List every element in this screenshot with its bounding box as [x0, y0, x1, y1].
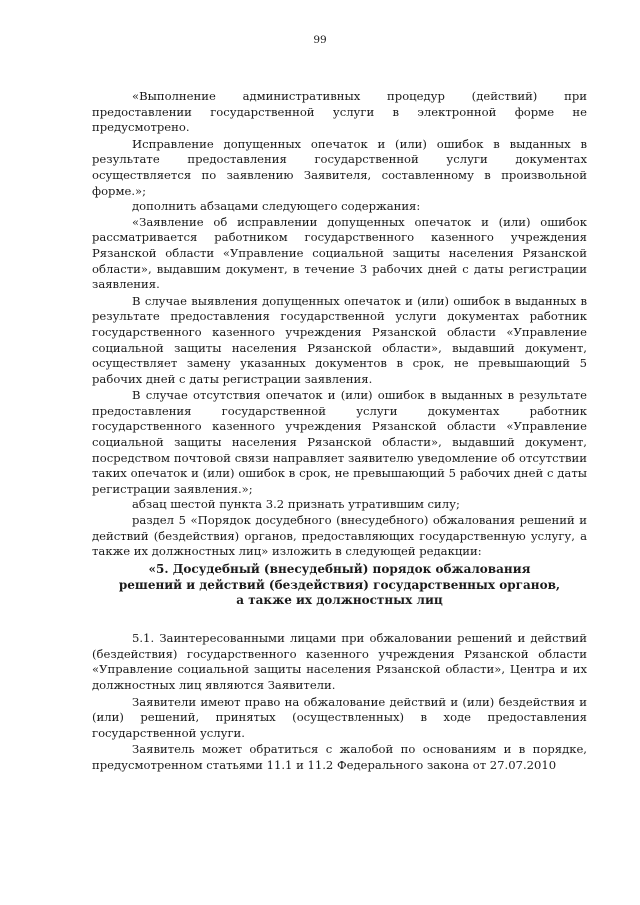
spacer [92, 609, 587, 631]
section-heading [92, 562, 587, 609]
paragraph: 5.1. Заинтересованными лицами при обжаловании решений и действий (бездействия) государственного казенного учреждения Рязанской области «Управление социальной защиты населения Рязанской области», Центра и их должностных лиц являются Заявители. [92, 631, 587, 692]
document-body [92, 89, 587, 774]
paragraph: абзац шестой пункта 3.2 признать утратившим силу; [132, 497, 460, 512]
section-heading-line: а также их должностных лиц [236, 593, 443, 608]
paragraph: В случае выявления допущенных опечаток и (или) ошибок в выданных в результате предоставления государственной услуги документах работник государственного казенного учреждения Рязанской области «Управление социальной защиты населения Рязанской области», выдавший документ, осуществляет замену указанных документов в срок, не превышающий 5 рабочих дней с даты регистрации заявления. [92, 293, 587, 386]
section-heading-line: решений и действий (бездействия) государственных органов, [118, 577, 561, 592]
paragraph: дополнить абзацами следующего содержания: [132, 199, 421, 214]
paragraph: «Выполнение административных процедур (действий) при предоставлении государственной услуги в электронной форме не предусмотрено. [92, 89, 587, 135]
paragraph: раздел 5 «Порядок досудебного (внесудебного) обжалования решений и действий (бездействия) органов, предоставляющих государственную услугу, а также их должностных лиц» изложить в следующей редакции: [92, 513, 587, 559]
paragraph: Заявитель может обратиться с жалобой по основаниям и в порядке, предусмотренном статьями 11.1 и 11.2 Федерального закона от 27.07.2010 [92, 742, 587, 772]
paragraph: «Заявление об исправлении допущенных опечаток и (или) ошибок рассматривается работником государственного казенного учреждения Рязанской области «Управление социальной защиты населения Рязанской области», выдавшим документ, в течение 3 рабочих дней с даты регистрации заявления. [92, 214, 587, 292]
section-heading-line: «5. Досудебный (внесудебный) порядок обжалования [148, 561, 531, 576]
paragraph: Исправление допущенных опечаток и (или) ошибок в выданных в результате предоставления государственной услуги документах осуществляется по заявлению Заявителя, составленному в произвольной форме.»; [92, 136, 587, 198]
page-number: 99 [313, 34, 327, 46]
paragraph: В случае отсутствия опечаток и (или) ошибок в выданных в результате предоставления государственной услуги документах работник государственного казенного учреждения Рязанской области «Управление социальной защиты населения Рязанской области», выдавший документ, посредством почтовой связи направляет заявителю уведомление об отсутствии таких опечаток и (или) ошибок в срок, не превышающий 5 рабочих дней с даты регистрации заявления.»; [92, 388, 587, 496]
paragraph: Заявители имеют право на обжалование действий и (или) бездействия и (или) решений, принятых (осуществленных) в ходе предоставления государственной услуги. [92, 694, 587, 740]
